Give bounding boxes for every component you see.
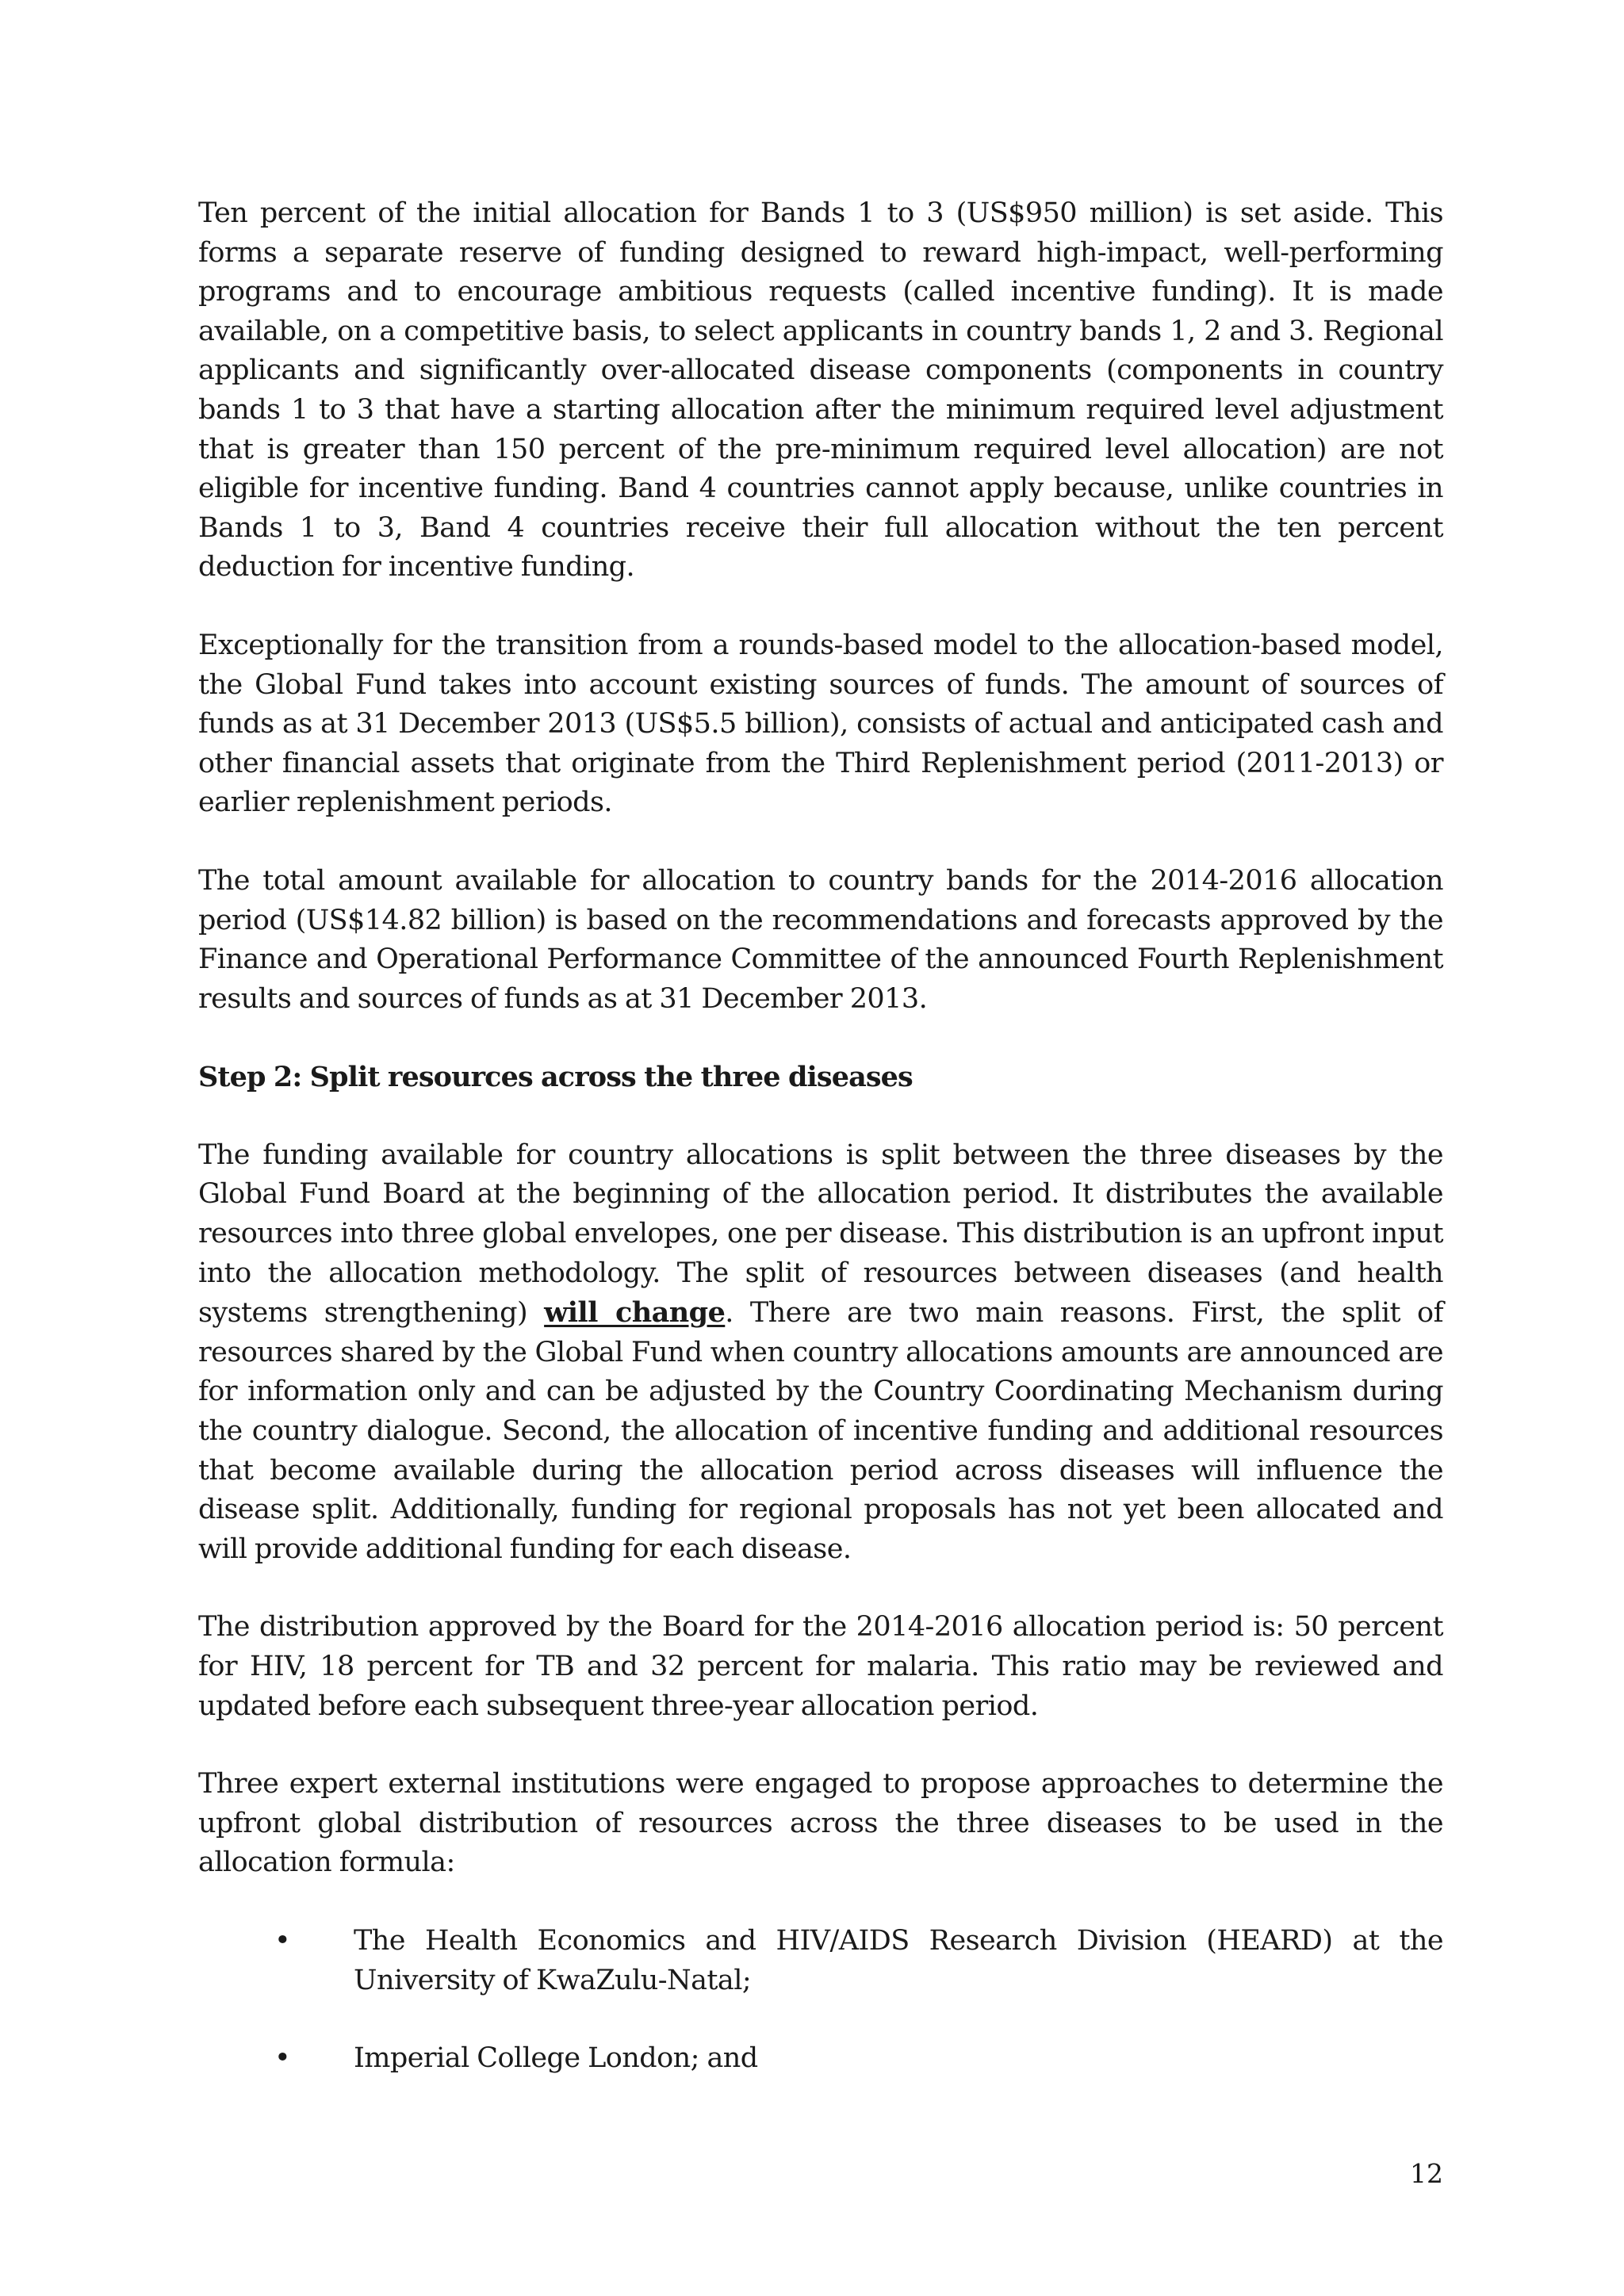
paragraph-sources-of-funds: Exceptionally for the transition from a rounds-based model to the allocation-based model, the Global Fund takes into account existing sources of funds. The amount of sources of funds as at 31 December 2013 (US$5.5 billion), consists of actual and anticipated cash and other financial assets that originate from the Third Replenishment period (2011-2013) or earlier replenishment periods. bbox=[198, 629, 1443, 819]
disease-split-text-before: The funding available for country allocations is split between the three diseases by the Global Fund Board at the beginning of the allocation period. It distributes the available resources into three global envelopes, one per disease. This distribution is an upfront input into the allocation methodology. The split of resources between diseases (and health systems strengthening) bbox=[198, 1138, 1443, 1330]
step-2-heading: Step 2: Split resources across the three diseases bbox=[198, 1061, 913, 1094]
institutions-list bbox=[198, 1922, 1443, 2079]
list-item bbox=[198, 1922, 1443, 2000]
paragraph-incentive-funding: Ten percent of the initial allocation for Bands 1 to 3 (US$950 million) is set aside. This forms a separate reserve of funding designed to reward high-impact, well-performing programs and to encourage ambitious requests (called incentive funding). It is made available, on a competitive basis, to select applicants in country bands 1, 2 and 3. Regional applicants and significantly over-allocated disease components (components in country bands 1 to 3 that have a starting allocation after the minimum required level adjustment that is greater than 150 percent of the pre-minimum required level allocation) are not eligible for incentive funding. Band 4 countries cannot apply because, unlike countries in Bands 1 to 3, Band 4 countries receive their full allocation without the ten percent deduction for incentive funding. bbox=[198, 197, 1443, 584]
document-page bbox=[198, 194, 1443, 2118]
list-item-text: Imperial College London; and bbox=[354, 2042, 758, 2075]
paragraph-institutions-intro: Three expert external institutions were engaged to propose approaches to determine the upfront global distribution of resources across the three diseases to be used in the allocation formula: bbox=[198, 1768, 1443, 1879]
paragraph-disease-split bbox=[198, 1136, 1443, 1570]
bullet-icon: • bbox=[274, 1924, 291, 1957]
bullet-icon: • bbox=[274, 2042, 291, 2075]
list-item-text: The Health Economics and HIV/AIDS Research Division (HEARD) at the University of KwaZulu-Natal; bbox=[354, 1924, 1443, 1996]
disease-split-text-after: . There are two main reasons. First, the split of resources shared by the Global Fund when country allocations amounts are announced are for information only and can be adjusted by the Country Coordinating Mechanism during the country dialogue. Second, the allocation of incentive funding and additional resources that become available during the allocation period across diseases will influence the disease split. Additionally, funding for regional proposals has not yet been allocated and will provide additional funding for each disease. bbox=[198, 1297, 1443, 1565]
page-number: 12 bbox=[1410, 2158, 1443, 2189]
will-change-emphasis: will change bbox=[544, 1296, 726, 1330]
paragraph-total-amount: The total amount available for allocation to country bands for the 2014-2016 allocation period (US$14.82 billion) is based on the recommendations and forecasts approved by the Finance and Operational Performance Committee of the announced Fourth Replenishment results and sources of funds as at 31 December 2013. bbox=[198, 864, 1443, 1015]
list-item bbox=[198, 2039, 1443, 2079]
paragraph-distribution: The distribution approved by the Board for the 2014-2016 allocation period is: 50 percent for HIV, 18 percent for TB and 32 percent for malaria. This ratio may be reviewed and updated before each subsequent three-year allocation period. bbox=[198, 1611, 1443, 1722]
